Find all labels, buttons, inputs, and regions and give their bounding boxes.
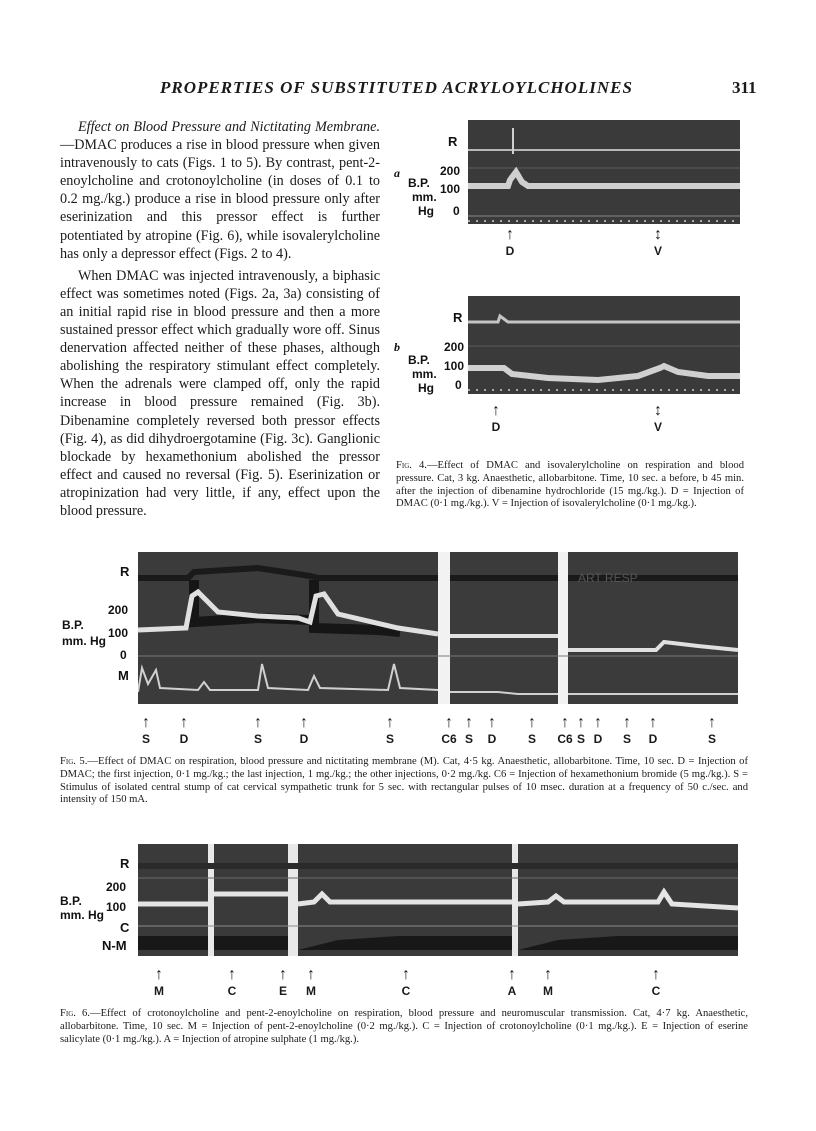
fig6-marker-1: M xyxy=(154,984,164,998)
fig5-marker-6: C6 xyxy=(441,732,457,746)
fig5-caption-label: Fig. 5. xyxy=(60,756,88,767)
fig6-arrow-8: ↑ xyxy=(652,966,660,983)
paragraph-2: When DMAC was injected intravenously, a biphasic effect was sometimes noted (Figs. 2a, 3a) consisting of an initial rapid rise in blood pressure and then a more sustained pressor effect which gradually wore off. Sinus denervation affected neither of these phases, although abolishing the respiratory stimulant effect completely. When the adrenals were clamped off, only the rapid increase in blood pressure remained (Fig. 3b). Dibenamine completely reversed both pressor effects (Fig. 4), as did dihydroergotamine (Fig. 3c). Ganglionic blockade by hexamethonium abolished the pressor effect and caused no reversal (Fig. 5). Eserinization or atropinization had very little, if any, effect upon the blood pressure. xyxy=(60,267,380,519)
fig6-label-NM: N-M xyxy=(102,938,127,953)
fig4a-panel-letter: a xyxy=(394,166,400,180)
fig5-marker-14: D xyxy=(648,732,658,746)
fig5-arrow-3: ↑ xyxy=(254,714,262,731)
fig5-arrow-10: ↑ xyxy=(561,714,569,731)
fig5-arrow-2: ↑ xyxy=(180,714,188,731)
paragraph-1 xyxy=(60,118,380,263)
fig4a-label-mm: mm. xyxy=(412,190,437,204)
fig4b-tick-100: 100 xyxy=(444,359,465,373)
fig4a-marker-V: V xyxy=(653,244,662,258)
fig6-caption-label: Fig. 6. xyxy=(60,1008,90,1019)
fig5-arrow-11: ↑ xyxy=(577,714,585,731)
fig6-caption-text: —Effect of crotonoylcholine and pent-2-enoylcholine on respiration, blood pressure and neuromuscular transmission. Cat, 4·7 kg. Anaesthetic, allobarbitone. Time, 10 sec. M = Injection of pent-2-enoylcholine (0·2 mg./kg.). C = Injection of crotonoylcholine (0·1 mg./kg.). E = Injection of eserine salicylate (0·1 mg./kg.). A = Injection of atropine sulphate (1 mg./kg.). xyxy=(60,1008,748,1045)
fig4a-trace xyxy=(468,120,740,224)
fig6-label-bp: B.P. xyxy=(60,894,82,908)
fig4a-tick-100: 100 xyxy=(440,182,461,196)
fig5-marker-8: D xyxy=(487,732,497,746)
fig4-caption-label: Fig. 4. xyxy=(396,460,427,471)
fig4a-tick-0: 0 xyxy=(453,204,460,218)
fig5-arrow-6: ↑ xyxy=(445,714,453,731)
fig6-marker-6: A xyxy=(507,984,517,998)
fig6-label-mmhg: mm. Hg xyxy=(60,908,105,922)
fig4a-label-hg: Hg xyxy=(418,204,434,218)
fig6-arrow-1: ↑ xyxy=(155,966,163,983)
fig4b-marker-V: V xyxy=(653,420,662,434)
fig5-arrow-9: ↑ xyxy=(528,714,536,731)
fig4b-label-mm: mm. xyxy=(412,367,437,381)
fig4a-label-bp: B.P. xyxy=(408,176,430,190)
fig5-label-mmhg: mm. Hg xyxy=(62,634,107,648)
fig6-caption xyxy=(60,1008,748,1046)
fig5-tick-200: 200 xyxy=(108,603,129,617)
fig4-caption xyxy=(396,460,744,511)
fig4b-label-bp: B.P. xyxy=(408,353,430,367)
fig4a-tick-200: 200 xyxy=(440,164,461,178)
fig5-marker-3: S xyxy=(253,732,262,746)
fig6-marker-5: C xyxy=(401,984,411,998)
fig5-marker-15: S xyxy=(707,732,716,746)
fig6-marker-2: C xyxy=(227,984,237,998)
fig6-marker-7: M xyxy=(543,984,553,998)
fig4b-tick-0: 0 xyxy=(455,378,462,392)
fig5-arrow-13: ↑ xyxy=(623,714,631,731)
fig5-trace xyxy=(138,552,738,704)
fig4b-panel-letter: b xyxy=(394,340,400,354)
fig6-arrow-3: ↑ xyxy=(279,966,287,983)
fig5-marker-13: S xyxy=(622,732,631,746)
fig6-label-R: R xyxy=(120,856,130,871)
paragraph-1-text: —DMAC produces a rise in blood pressure when given intravenously to cats (Figs. 1 to 5). By contrast, pent-2-enoylcholine and crotonoylcholine (in doses of 0.1 to 0.2 mg./kg.) produce a rise in blood pressure only after eserinization and this pressor effect is further potentiated by atropine (Fig. 6), while isovalerylcholine has only a depressor effect (Figs. 2 to 4). xyxy=(60,137,380,262)
fig5-marker-9: S xyxy=(527,732,536,746)
fig5-caption xyxy=(60,756,748,807)
fig5-caption-text: —Effect of DMAC on respiration, blood pressure and nictitating membrane (M). Cat, 4·5 kg. Anaesthetic, allobarbitone. Time, 10 sec. D = Injection of DMAC; the first injection, 0·1 mg./kg.; the last injection, 1 mg./kg.; the other injections, 0·2 mg./kg. C6 = Injection of hexamethonium bromide (5 mg./kg.). S = Stimulus of isolated central stump of cat cervical sympathetic trunk for 5 sec. with rectangular pulses of 10 msec. duration at a frequency of 50 c./sec. and intensity of 150 mA. xyxy=(60,756,748,806)
fig6-marker-4: M xyxy=(306,984,316,998)
fig5-marker-1: S xyxy=(141,732,150,746)
fig5-label-M: M xyxy=(118,668,129,683)
fig4a-label-R: R xyxy=(448,134,458,149)
fig5-arrow-7: ↑ xyxy=(465,714,473,731)
fig6-marker-3: E xyxy=(278,984,287,998)
fig5-arrow-1: ↑ xyxy=(142,714,150,731)
page-number: 311 xyxy=(732,78,757,97)
section-heading: Effect on Blood Pressure and Nictitating Membrane. xyxy=(78,119,380,135)
fig5-tick-0: 0 xyxy=(120,648,127,662)
fig5-marker-7: S xyxy=(464,732,473,746)
fig6-tick-100: 100 xyxy=(106,900,127,914)
fig6-arrow-5: ↑ xyxy=(402,966,410,983)
fig5-arrow-15: ↑ xyxy=(708,714,716,731)
fig4a-arrow-D: ↑ xyxy=(506,226,514,243)
fig4a-arrow-V: ↕ xyxy=(654,226,662,243)
fig4b-arrow-V: ↕ xyxy=(654,402,662,419)
fig5-arrow-14: ↑ xyxy=(649,714,657,731)
fig4b-label-hg: Hg xyxy=(418,381,434,395)
fig4b-label-R: R xyxy=(453,310,463,325)
fig4b-marker-D: D xyxy=(491,420,501,434)
fig5-marker-4: D xyxy=(299,732,309,746)
fig6-arrow-7: ↑ xyxy=(544,966,552,983)
running-title: PROPERTIES OF SUBSTITUTED ACRYLOYLCHOLINES xyxy=(160,78,633,97)
fig4-caption-text: —Effect of DMAC and isovalerylcholine on respiration and blood pressure. Cat, 3 kg. Anaesthetic, allobarbitone. Time, 10 sec. a before, b 45 min. after the injection of dibenamine hydrochloride (15 mg./kg.). D = Injection of DMAC (0·1 mg./kg.). V = Injection of isovalerylcholine (0·1 mg./kg.). xyxy=(396,460,744,510)
fig5-marker-2: D xyxy=(179,732,189,746)
fig5-label-R: R xyxy=(120,564,130,579)
fig5-marker-12: D xyxy=(593,732,603,746)
fig5-arrow-5: ↑ xyxy=(386,714,394,731)
fig4b-tick-200: 200 xyxy=(444,340,465,354)
fig5-marker-10: C6 xyxy=(557,732,573,746)
fig6-arrow-4: ↑ xyxy=(307,966,315,983)
body-text xyxy=(60,118,380,520)
fig5-marker-5: S xyxy=(385,732,394,746)
fig5-trace-text: ART RESP xyxy=(578,571,638,585)
fig6-label-C: C xyxy=(120,920,130,935)
fig5-label-bp: B.P. xyxy=(62,618,84,632)
fig6-arrow-2: ↑ xyxy=(228,966,236,983)
fig6-trace xyxy=(138,844,738,956)
fig4a-marker-D: D xyxy=(505,244,515,258)
fig5-arrow-12: ↑ xyxy=(594,714,602,731)
fig5-tick-100: 100 xyxy=(108,626,129,640)
fig6-marker-8: C xyxy=(651,984,661,998)
fig6-tick-200: 200 xyxy=(106,880,127,894)
fig4b-arrow-D: ↑ xyxy=(492,402,500,419)
fig4b-trace xyxy=(468,296,740,394)
fig5-arrow-8: ↑ xyxy=(488,714,496,731)
fig5-marker-11: S xyxy=(576,732,585,746)
fig6-arrow-6: ↑ xyxy=(508,966,516,983)
fig5-arrow-4: ↑ xyxy=(300,714,308,731)
